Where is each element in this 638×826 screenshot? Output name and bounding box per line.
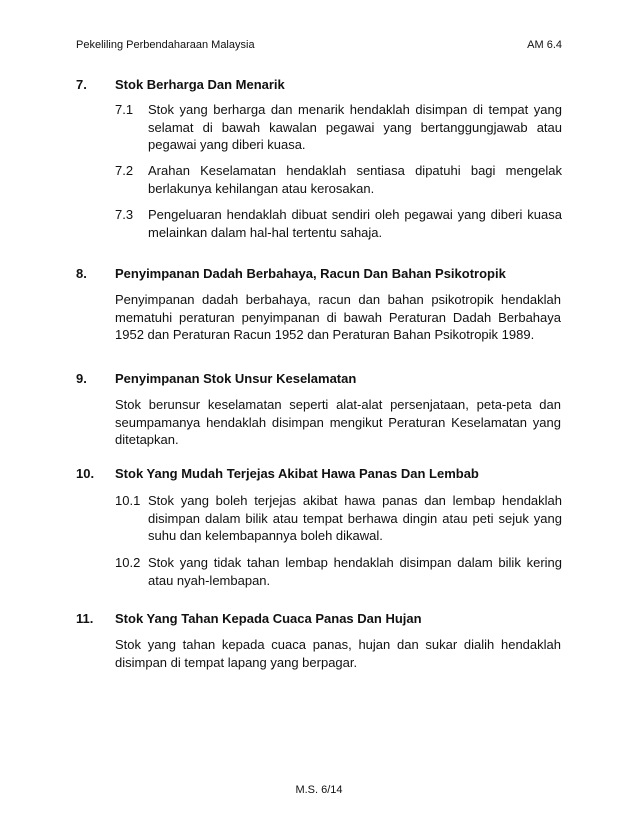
subsection-text: Stok yang berharga dan menarik hendaklah disimpan di tempat yang selamat di bawah kawalan pegawai yang bertanggungjawab atau pegawai yang diberi kuasa. [148, 102, 562, 152]
section-paragraph: Penyimpanan dadah berbahaya, racun dan bahan psikotropik hendaklah mematuhi peraturan penyimpanan di bawah Peraturan Dadah Berbahaya 1952 dan Peraturan Racun 1952 dan Peraturan Bahan Psikotropik 1989. [115, 292, 561, 342]
page-header [76, 39, 562, 52]
section-number: 10. [76, 466, 95, 481]
document-title: Pekeliling Perbendaharaan Malaysia [76, 39, 255, 51]
subsection-text: Pengeluaran hendaklah dibuat sendiri oleh pegawai yang diberi kuasa melainkan dalam hal-hal tertentu sahaja. [148, 207, 562, 240]
section-number: 9. [76, 371, 87, 386]
subsection-number: 7.2 [115, 163, 134, 178]
page-number: M.S. 6/14 [295, 784, 343, 796]
subsection-number: 10.1 [115, 493, 141, 508]
subsection-number: 7.1 [115, 102, 134, 117]
section-title: Penyimpanan Dadah Berbahaya, Racun Dan Bahan Psikotropik [115, 266, 506, 281]
section-number: 8. [76, 266, 87, 281]
section-number: 7. [76, 77, 87, 92]
section-paragraph: Stok berunsur keselamatan seperti alat-alat persenjataan, peta-peta dan seumpamanya hendaklah disimpan mengikut Peraturan Keselamatan yang ditetapkan. [115, 397, 561, 447]
document-code: AM 6.4 [527, 39, 562, 51]
subsection-text: Stok yang boleh terjejas akibat hawa panas dan lembap hendaklah disimpan dalam bilik atau tempat berhawa dingin atau peti sejuk yang suhu dan kelembapannya boleh dikawal. [148, 493, 562, 543]
section-number: 11. [76, 611, 94, 626]
section-title: Stok Yang Mudah Terjejas Akibat Hawa Panas Dan Lembab [115, 466, 479, 481]
section-title: Stok Berharga Dan Menarik [115, 77, 285, 92]
section-paragraph: Stok yang tahan kepada cuaca panas, hujan dan sukar dialih hendaklah disimpan di tempat lapang yang berpagar. [115, 637, 561, 670]
subsection-text: Arahan Keselamatan hendaklah sentiasa dipatuhi bagi mengelak berlakunya kehilangan atau kerosakan. [148, 163, 562, 196]
subsection-number: 10.2 [115, 555, 141, 570]
subsection-number: 7.3 [115, 207, 134, 222]
section-title: Stok Yang Tahan Kepada Cuaca Panas Dan Hujan [115, 611, 422, 626]
section-title: Penyimpanan Stok Unsur Keselamatan [115, 371, 357, 386]
subsection-text: Stok yang tidak tahan lembap hendaklah disimpan dalam bilik kering atau nyah-lembapan. [148, 555, 562, 588]
